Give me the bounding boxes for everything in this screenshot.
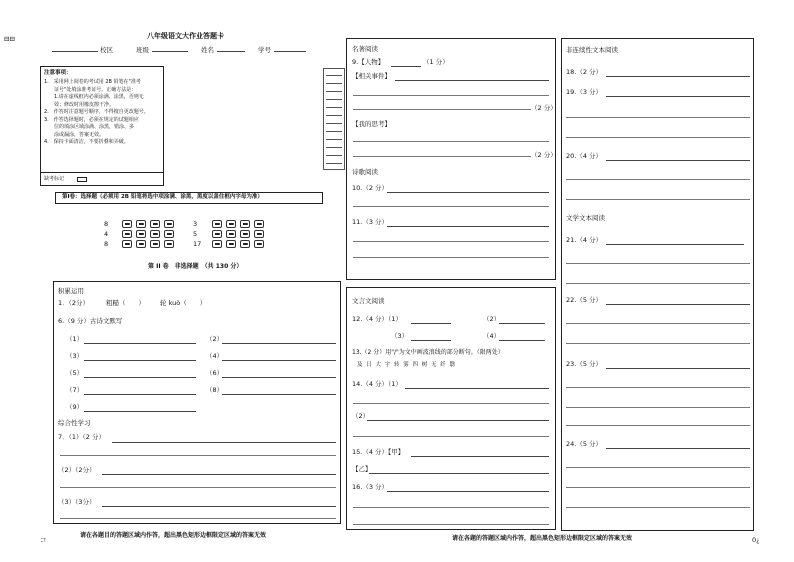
q24: 24.（5 分） xyxy=(566,440,603,448)
right-warning: 请在各题的答题区域内作答，超出黑色矩形边框限定区域的答案无效 xyxy=(452,535,633,542)
item-label: （7） xyxy=(66,386,84,394)
part2-title: 第 II 卷 非选择题 （共 130 分） xyxy=(148,263,243,270)
answer-line[interactable] xyxy=(387,226,549,227)
notice-line: 1. 采用网上阅卷的考试用 2B 铅笔在"准考 xyxy=(44,79,141,85)
answer-line[interactable] xyxy=(353,156,531,157)
choice-num: 5 xyxy=(193,230,198,238)
item-label: （5） xyxy=(66,369,84,377)
answer-line[interactable] xyxy=(606,76,750,77)
answer-line[interactable] xyxy=(353,109,531,110)
notice-box xyxy=(40,66,164,186)
choice-bubbles[interactable] xyxy=(122,220,174,228)
answer-line[interactable] xyxy=(353,436,549,437)
answer-line[interactable] xyxy=(353,257,549,258)
q1-a: 粗糙（ ） xyxy=(106,299,145,307)
thought-label: 【我的思考】 xyxy=(352,120,391,128)
q12-2: （2） xyxy=(483,315,501,323)
score-label: （2 分） xyxy=(531,151,557,159)
answer-line[interactable] xyxy=(369,473,549,474)
answer-line[interactable] xyxy=(395,80,549,81)
item-label: （4） xyxy=(206,352,224,360)
q14-2: （2） xyxy=(352,412,370,420)
notice-line: 涂或漏涂，答案无效。 xyxy=(44,131,105,138)
choice-num: 8 xyxy=(104,220,109,228)
mingzhu-section xyxy=(346,38,556,280)
answer-line[interactable] xyxy=(387,192,549,193)
answer-line[interactable] xyxy=(566,323,750,324)
answer-line[interactable] xyxy=(102,506,336,507)
q12-4: （4） xyxy=(483,332,501,340)
right-section xyxy=(561,38,754,531)
item-label: （1） xyxy=(66,335,84,343)
barcode-area xyxy=(323,68,345,170)
notice-line: 2. 作答时注意题号顺序，不得擅自更改题号。 xyxy=(44,109,149,115)
answer-line[interactable] xyxy=(411,456,549,457)
left-warning: 请在各题目的答题区域内作答，超出黑色矩形边框限定区域的答案无效 xyxy=(80,532,267,539)
q1-number: 1．（2分） xyxy=(58,299,90,307)
answer-line[interactable] xyxy=(391,66,421,67)
q9-score: （1 分） xyxy=(423,58,449,66)
answer-line[interactable] xyxy=(566,263,750,264)
left-mark: コ xyxy=(40,536,47,544)
choice-bubbles[interactable] xyxy=(212,230,264,238)
school-field[interactable] xyxy=(52,51,98,52)
choice-bubbles[interactable] xyxy=(212,220,264,228)
absent-checkbox[interactable] xyxy=(77,177,87,182)
q23: 23.（5 分） xyxy=(566,360,603,368)
q18: 18.（2 分） xyxy=(566,68,603,76)
class-label: 班级 xyxy=(136,46,149,54)
choice-num: 8 xyxy=(104,240,109,248)
q22: 22.（5 分） xyxy=(566,296,603,304)
id-label: 学号 xyxy=(258,46,271,54)
answer-line[interactable] xyxy=(102,474,336,475)
answer-line[interactable] xyxy=(566,199,750,200)
section-title: 积累运用 xyxy=(58,287,84,295)
q11: 11.（3 分） xyxy=(352,218,389,226)
answer-line[interactable] xyxy=(84,411,196,412)
classical-section xyxy=(346,287,556,530)
answer-line[interactable] xyxy=(411,323,451,324)
answer-line[interactable] xyxy=(84,360,196,361)
answer-line[interactable] xyxy=(566,283,750,284)
comprehensive-title: 综合性学习 xyxy=(58,419,91,427)
answer-line[interactable] xyxy=(222,394,336,395)
answer-line[interactable] xyxy=(112,442,336,443)
answer-line[interactable] xyxy=(499,323,545,324)
notice-line: 位的填涂区域涂满、涂黑，错涂、多 xyxy=(44,124,135,130)
answer-line[interactable] xyxy=(606,304,750,305)
answer-line[interactable] xyxy=(60,487,336,488)
answer-line[interactable] xyxy=(222,360,336,361)
answer-line[interactable] xyxy=(606,368,750,369)
notice-line: 效；修改时用橡皮擦干净。 xyxy=(44,101,115,108)
page-title: 八年级语文大作业答题卡 xyxy=(147,32,224,40)
q14: 14.（4 分）（1） xyxy=(352,380,402,388)
answer-line[interactable] xyxy=(566,467,750,468)
answer-line[interactable] xyxy=(353,95,549,96)
choice-bubbles[interactable] xyxy=(212,240,264,248)
answer-line[interactable] xyxy=(411,340,451,341)
absent-label: 缺考标记 xyxy=(44,176,65,182)
choice-num: 4 xyxy=(104,230,109,238)
item-label: （6） xyxy=(206,369,224,377)
item-label: （3） xyxy=(66,352,84,360)
item-label: （8） xyxy=(206,386,224,394)
q7-1: 7．（1）（2 分） xyxy=(58,433,105,441)
q9: 9.【人物】 xyxy=(352,58,385,66)
section-title: 非连续性文本阅读 xyxy=(566,46,618,54)
answer-line[interactable] xyxy=(499,340,545,341)
choice-num: 17 xyxy=(193,240,202,248)
answer-line[interactable] xyxy=(353,403,549,404)
item-label: （9） xyxy=(66,403,84,411)
answer-line[interactable] xyxy=(566,343,750,344)
part1-title-box xyxy=(55,192,323,204)
q21: 21.（4 分） xyxy=(566,236,603,244)
answer-line[interactable] xyxy=(566,117,750,118)
class-field[interactable] xyxy=(152,51,188,52)
name-field[interactable] xyxy=(217,51,245,52)
answer-line[interactable] xyxy=(566,487,750,488)
choice-num: 3 xyxy=(193,220,198,228)
school-label: 校区 xyxy=(100,46,113,54)
answer-line[interactable] xyxy=(353,241,549,242)
basic-section xyxy=(53,281,341,524)
answer-line[interactable] xyxy=(606,244,744,245)
notice-title: 注意事项： xyxy=(44,70,72,76)
q13-text: 及 日 大 宇 转 雾 四 树 无 纤 翳 xyxy=(357,362,456,368)
q20: 20.（4 分） xyxy=(566,152,603,160)
answer-line[interactable] xyxy=(566,387,750,388)
answer-line[interactable] xyxy=(367,420,549,421)
q1-b: 轮 kuò（ ） xyxy=(160,299,207,307)
choice-bubbles[interactable] xyxy=(122,230,174,238)
answer-line[interactable] xyxy=(606,160,750,161)
answer-line[interactable] xyxy=(566,137,750,138)
notice-lines xyxy=(44,79,149,147)
name-label: 姓名 xyxy=(201,46,214,54)
choice-bubbles[interactable] xyxy=(122,240,174,248)
notice-line: 3. 作答选择题时，必须在规定的试题相应 xyxy=(44,116,139,123)
answer-line[interactable] xyxy=(60,518,336,519)
answer-line[interactable] xyxy=(353,507,549,508)
poetry-title: 诗歌阅读 xyxy=(352,168,378,176)
literary-title: 文学文本阅读 xyxy=(566,214,605,222)
answer-line[interactable] xyxy=(84,394,196,395)
answer-line[interactable] xyxy=(222,343,336,344)
section-title: 名著阅读 xyxy=(352,45,378,53)
answer-line[interactable] xyxy=(405,388,549,389)
answer-line[interactable] xyxy=(222,377,336,378)
q19: 19.（3 分） xyxy=(566,88,603,96)
q6: 6.（9 分）古诗文默写 xyxy=(58,317,123,325)
id-field[interactable] xyxy=(274,51,306,52)
answer-line[interactable] xyxy=(84,343,196,344)
notice-line: 4. 保持卡面清洁，不要折叠和弄破。 xyxy=(44,139,129,145)
q15: 15.（4 分）【甲】 xyxy=(352,448,405,456)
item-label: （2） xyxy=(206,335,224,343)
q7-3: （3）（3分） xyxy=(58,498,96,506)
section-title: 文言文阅读 xyxy=(352,297,385,305)
answer-line[interactable] xyxy=(566,407,750,408)
answer-line[interactable] xyxy=(566,507,750,508)
q7-2: （2）（2分） xyxy=(58,466,96,474)
answer-line[interactable] xyxy=(566,425,750,426)
corner-mark: ⊟⊟ xyxy=(4,35,15,43)
q12-3: （3） xyxy=(391,332,409,340)
q12: 12.（4 分）（1） xyxy=(352,315,402,323)
q13: 13.（2 分）用"/"为文中画波浪线的部分断句。（限两处） xyxy=(352,349,504,356)
answer-line[interactable] xyxy=(353,524,549,525)
part1-title: 第Ⅰ卷：选择题（必须用 2B 铅笔将选中项涂满、涂黑，黑度以盖住框内字母为准） xyxy=(62,194,263,200)
q10: 10.（2 分） xyxy=(352,184,389,192)
answer-line[interactable] xyxy=(566,179,750,180)
q16: 16.（3 分） xyxy=(352,483,389,491)
answer-line[interactable] xyxy=(353,206,549,207)
notice-line: 证号"处填涂准考证号，正确方法是： xyxy=(44,86,137,93)
notice-line: 1.请在虚线框内必须涂满、涂黑，否则无 xyxy=(44,94,144,100)
answer-line[interactable] xyxy=(606,96,750,97)
answer-line[interactable] xyxy=(387,491,549,492)
answer-line[interactable] xyxy=(353,141,549,142)
event-label: 【相关事件】 xyxy=(352,72,391,80)
score-label: （2 分） xyxy=(531,104,557,112)
right-mark: 0¿ xyxy=(752,536,760,544)
answer-line[interactable] xyxy=(60,455,336,456)
answer-line[interactable] xyxy=(84,377,196,378)
answer-line[interactable] xyxy=(606,448,750,449)
q15-b: 【乙】 xyxy=(352,465,372,473)
